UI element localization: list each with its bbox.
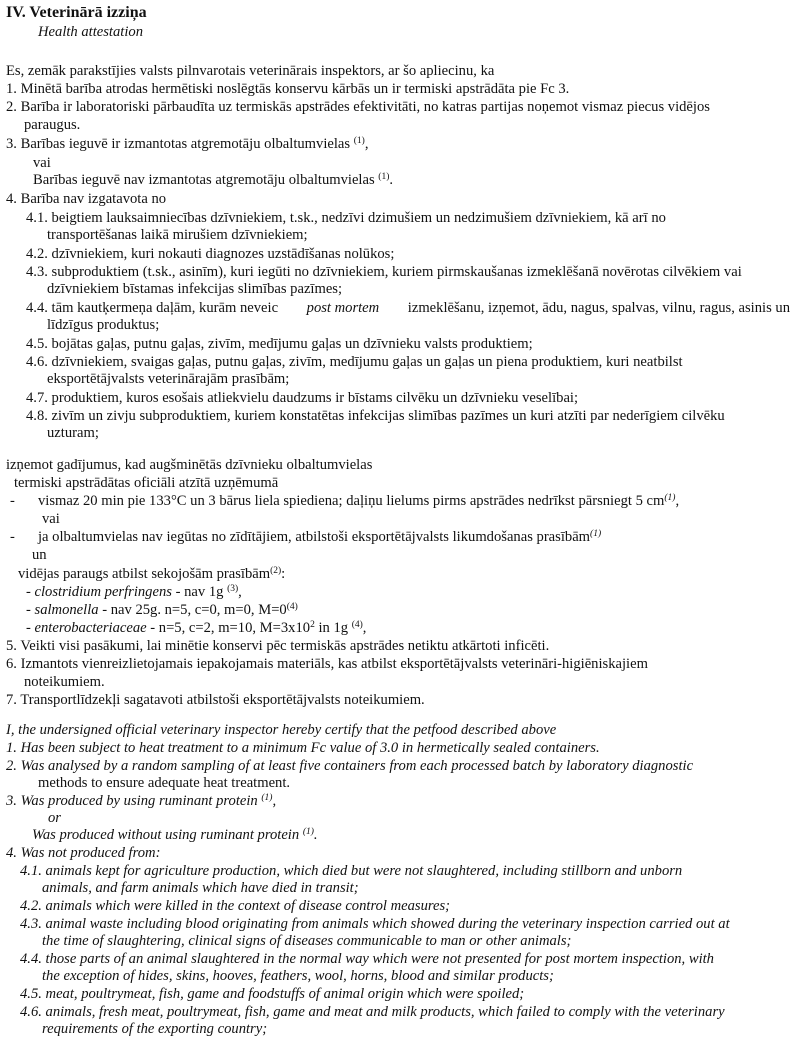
dash-marker: - <box>10 493 15 509</box>
lv-sub-4-3-line-2: dzīvniekiem bīstamas infekcijas slimības pazīmes; <box>47 281 343 297</box>
footnote-ref: (3) <box>227 584 239 594</box>
lv-item-1: 1. Minētā barība atrodas hermētiski noslēgtās konservu kārbās un ir termiski apstrādāta pie Fc 3. <box>6 81 570 97</box>
en-sub-4-5: 4.5. meat, poultrymeat, fish, game and foodstuffs of animal origin which were spoiled; <box>20 986 525 1002</box>
footnote-ref: (4) <box>286 602 298 612</box>
en-item-3-alt: Was produced without using ruminant protein $^{(1)}$. <box>32 827 318 843</box>
lv-sub-4-1-line-2: transportēšanas laikā mirušiem dzīvniekiem; <box>47 227 308 243</box>
en-item-1: 1. Has been subject to heat treatment to a minimum Fc value of 3.0 in hermetically sealed containers. <box>6 740 600 756</box>
lv-exception-line-2: termiski apstrādātas oficiāli atzītā uzņēmumā <box>14 475 279 491</box>
lv-sub-4-3-line-1: 4.3. subproduktiem (t.sk., asinīm), kuri iegūti no dzīvniekiem, kuriem pirmskaušanas izmeklēšanā novērotas cilvēkiem vai <box>26 264 742 280</box>
en-sub-4-2: 4.2. animals which were killed in the context of disease control measures; <box>20 898 451 914</box>
en-sub-4-6-line-2: requirements of the exporting country; <box>42 1021 268 1037</box>
lv-sub-4-8-line-2: uzturam; <box>47 425 99 441</box>
lv-bullet-enterobacteriaceae: - enterobacteriaceae - n=5, c=2, m=10, $M=3x10^2$ in 1g $^{(4)}$, <box>26 620 367 636</box>
lv-item-5: 5. Veikti visi pasākumi, lai minētie konservi pēc termiskās apstrādes netiktu atkārtoti inficēti. <box>6 638 550 654</box>
lv-sub-4-4-line-2: līdzīgus produktus; <box>47 317 160 333</box>
en-sub-4-1-line-2: animals, and farm animals which have died in transit; <box>42 880 359 896</box>
lv-sample-requirements: vidējas paraugs atbilst sekojošām prasībām$^{(2)}$: <box>18 566 286 582</box>
footnote-ref: (4) <box>351 620 363 630</box>
section-title: IV. Veterinārā izziņa <box>6 4 147 21</box>
lv-sub-4-1-line-1: 4.1. beigtiem lauksaimniecības dzīvniekiem, t.sk., nedzīvi dzimušiem un nedzimušiem dzīvniekiem, kā arī no <box>26 210 666 226</box>
en-sub-4-3-line-1: 4.3. animal waste including blood originating from animals which showed during the veterinary inspection carried out at <box>20 916 730 932</box>
en-item-2-line-2: methods to ensure adequate heat treatment. <box>38 775 291 791</box>
footnote-ref: (1) <box>378 172 390 182</box>
en-intro: I, the undersigned official veterinary inspector hereby certify that the petfood described above <box>6 722 557 738</box>
dash-marker: - <box>10 529 15 545</box>
lv-dash-item-2: ja olbaltumvielas nav iegūtas no zīdītājiem, atbilstoši eksportētājvalsts likumdošanas prasībām$^{(1)}$ <box>38 529 602 545</box>
lv-item-7: 7. Transportlīdzekļi sagatavoti atbilstoši eksportētājvalsts noteikumiem. <box>6 692 425 708</box>
lv-sub-4-8-line-1: 4.8. zivīm un zivju subproduktiem, kuriem konstatētas infekcijas slimības pazīmes un kuri atzīti par nederīgiem cilvēku <box>26 408 725 424</box>
section-subtitle: Health attestation <box>38 24 143 40</box>
en-sub-4-3-line-2: the time of slaughtering, clinical signs of diseases communicable to man or other animals; <box>42 933 572 949</box>
lv-bullet-salmonella: - salmonella - nav 25g. n=5, c=0, m=0, $M=0^{(4)}$ <box>26 602 298 618</box>
en-item-3: 3. Was produced by using ruminant protein $^{(1)}$, <box>6 793 277 809</box>
lv-sub-4-7: 4.7. produktiem, kuros esošais atliekvielu daudzums ir bīstams cilvēku un dzīvnieku veselībai; <box>26 390 579 406</box>
lv-or-2: vai <box>42 511 60 527</box>
en-item-2-line-1: 2. Was analysed by a random sampling of at least five containers from each processed batch by laboratory diagnostic <box>6 758 694 774</box>
en-item-3-or: or <box>48 810 61 826</box>
en-sub-4-6-line-1: 4.6. animals, fresh meat, poultrymeat, fish, game and meat and milk products, which failed to comply with the veterinary <box>20 1004 725 1020</box>
en-sub-4-4-line-2: the exception of hides, skins, hooves, feathers, wool, horns, blood and similar products; <box>42 968 554 984</box>
lv-dash-item-1: vismaz 20 min pie 133°C un 3 bārus liela spiediena; daļiņu lielums pirms apstrādes nedrīkst pārsniegt 5 $cm^{(1)}$, <box>38 493 680 509</box>
footnote-ref: (1) <box>590 529 602 539</box>
en-sub-4-1-line-1: 4.1. animals kept for agriculture production, which died but were not slaughtered, including stillborn and unborn <box>20 863 683 879</box>
lv-sub-4-5: 4.5. bojātas gaļas, putnu gaļas, zivīm, medījumu gaļas un dzīvnieku valsts produktiem; <box>26 336 533 352</box>
lv-exception-line-1: izņemot gadījumus, kad augšminētās dzīvnieku olbaltumvielas <box>6 457 373 473</box>
footnote-ref: (1) <box>353 136 365 146</box>
footnote-ref: (2) <box>270 566 282 576</box>
lv-and: un <box>32 547 47 563</box>
footnote-ref: (1) <box>261 793 273 803</box>
lv-item-2-line-1: 2. Barība ir laboratoriski pārbaudīta uz termiskās apstrādes efektivitāti, no katras partijas noņemot vismaz piecus vidējos <box>6 99 710 115</box>
lv-item-6-line-2: noteikumiem. <box>24 674 105 690</box>
lv-sub-4-2: 4.2. dzīvniekiem, kuri nokauti diagnozes uzstādīšanas nolūkos; <box>26 246 395 262</box>
lv-item-6-line-1: 6. Izmantots vienreizlietojamais iepakojamais materiāls, kas atbilst eksportētājvalsts veterināri-higiēniskajiem <box>6 656 648 672</box>
lv-intro: Es, zemāk parakstījies valsts pilnvarotais veterinārais inspektors, ar šo apliecinu, ka <box>6 63 495 79</box>
en-item-4: 4. Was not produced from: <box>6 845 161 861</box>
lv-item-3-or: vai <box>33 155 51 171</box>
lv-item-4: 4. Barība nav izgatavota no <box>6 191 167 207</box>
lv-sub-4-6-line-2: eksportētājvalsts veterinārajām prasībām; <box>47 371 290 387</box>
footnote-ref: (1) <box>664 493 676 503</box>
lv-item-3-alt: Barības ieguvē nav izmantotas atgremotāju olbaltumvielas $^{(1)}$. <box>33 172 394 188</box>
footnote-ref: (1) <box>302 827 314 837</box>
lv-bullet-clostridium: - clostridium perfringens - nav 1g $^{(3)}$, <box>26 584 242 600</box>
lv-item-2-line-2: paraugus. <box>24 117 81 133</box>
lv-item-3: 3. Barības ieguvē ir izmantotas atgremotāju olbaltumvielas $^{(1)}$, <box>6 136 369 152</box>
lv-sub-4-6-line-1: 4.6. dzīvniekiem, svaigas gaļas, putnu gaļas, zivīm, medījumu gaļas un gaļas un piena produktiem, kuri neatbilst <box>26 354 683 370</box>
lv-sub-4-4-line-1: 4.4. tām kautķermeņa daļām, kurām neveic post mortem izmeklēšanu, izņemot, ādu, nagus, spalvas, vilnu, ragus, asinis un <box>26 300 790 316</box>
en-sub-4-4-line-1: 4.4. those parts of an animal slaughtered in the normal way which were not presented for post mortem inspection, with <box>20 951 714 967</box>
